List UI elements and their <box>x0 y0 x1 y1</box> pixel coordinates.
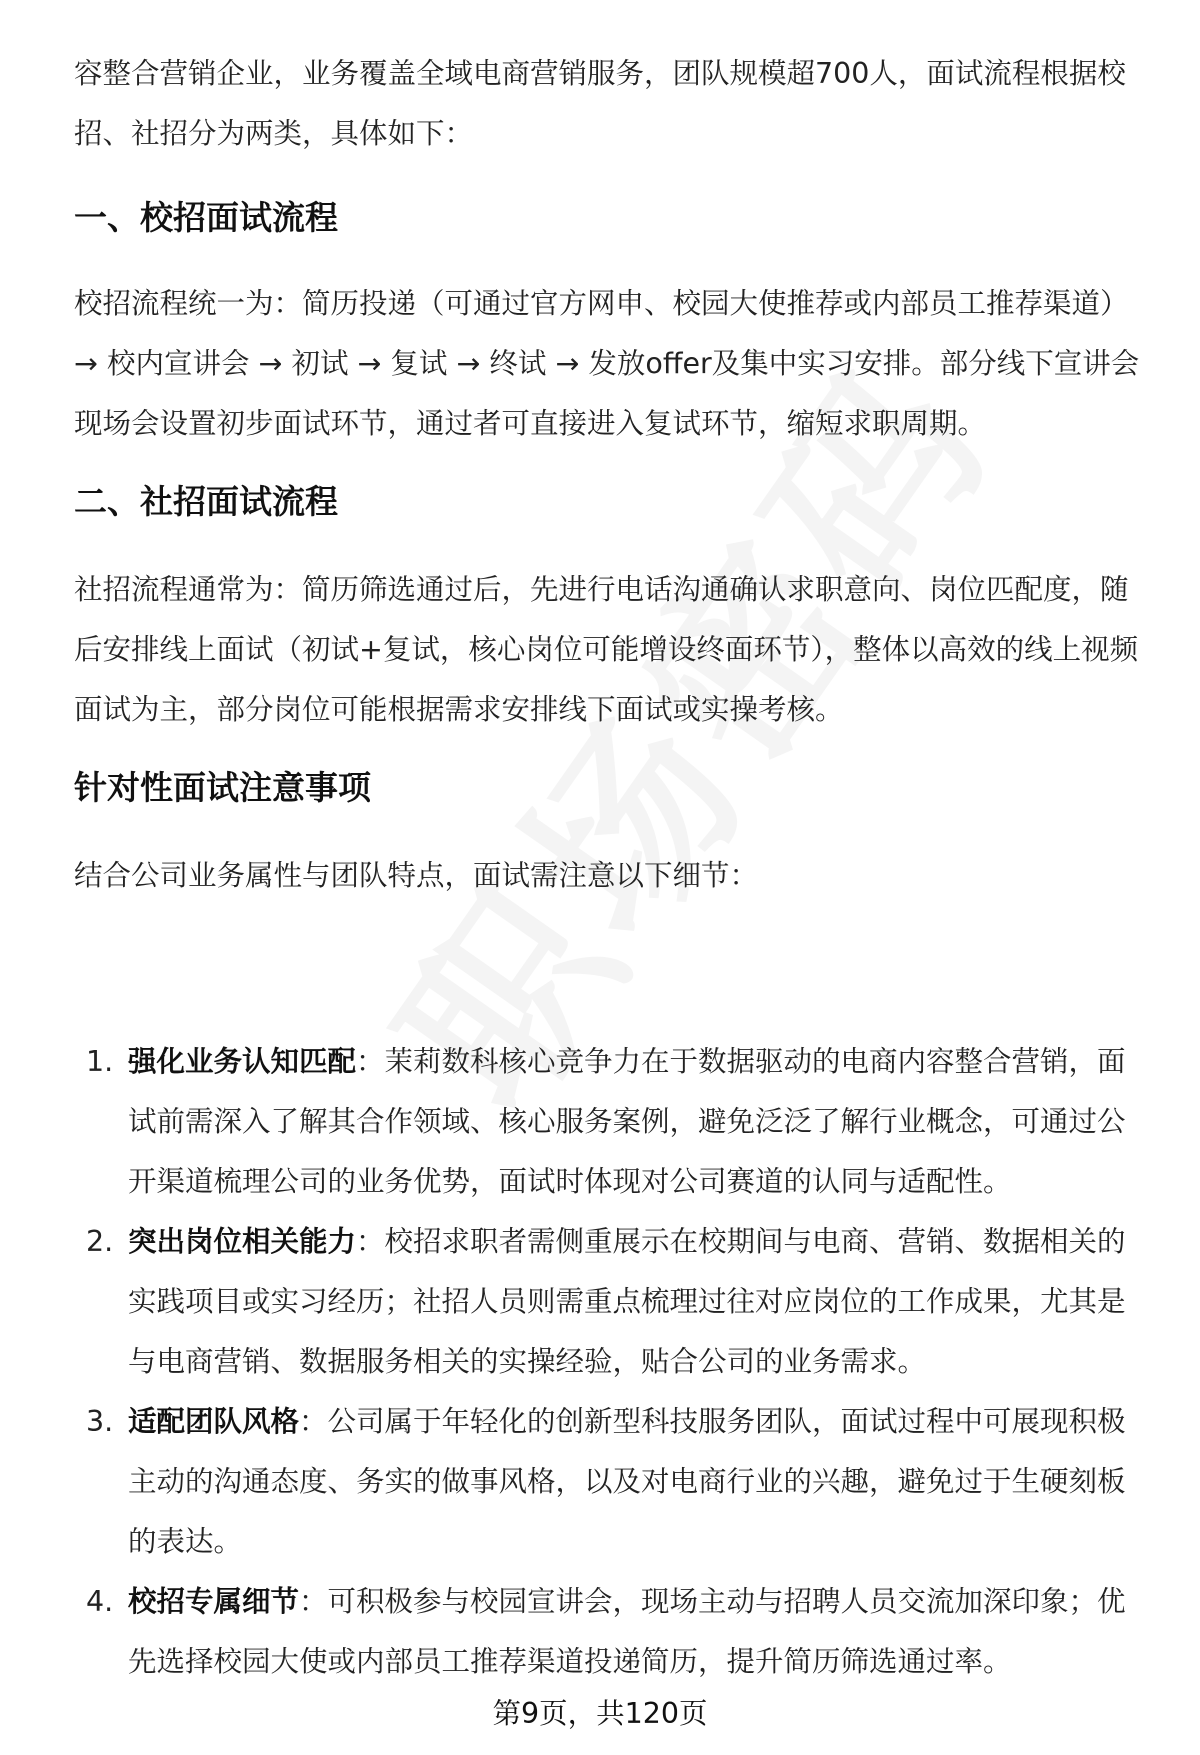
list-item <box>74 1572 1144 1692</box>
list-item <box>74 1212 1144 1392</box>
item-text: ：校招求职者需侧重展示在校期间与电商、营销、数据相关的实践项目或实习经历；社招人员则需重点梳理过往对应岗位的工作成果，尤其是与电商营销、数据服务相关的实操经验，贴合公司的业务需求。 <box>128 1225 1126 1378</box>
intro-paragraph: 容整合营销企业，业务覆盖全域电商营销服务，团队规模超700人，面试流程根据校招、社招分为两类，具体如下： <box>74 57 1126 150</box>
list-number: 4. <box>86 1585 114 1618</box>
section1-heading: 一、校招面试流程 <box>74 198 338 237</box>
section3-heading: 针对性面试注意事项 <box>74 768 371 807</box>
list-item <box>74 1392 1144 1572</box>
item-text: ：茉莉数科核心竞争力在于数据驱动的电商内容整合营销，面试前需深入了解其合作领域、核心服务案例，避免泛泛了解行业概念，可通过公开渠道梳理公司的业务优势，面试时体现对公司赛道的认同与适配性。 <box>128 1045 1126 1198</box>
item-term: 校招专属细节 <box>128 1585 300 1618</box>
item-text: ：公司属于年轻化的创新型科技服务团队，面试过程中可展现积极主动的沟通态度、务实的做事风格，以及对电商行业的兴趣，避免过于生硬刻板的表达。 <box>128 1405 1126 1558</box>
section3-intro: 结合公司业务属性与团队特点，面试需注意以下细节： <box>74 859 759 892</box>
list-item <box>74 1032 1144 1212</box>
list-number: 2. <box>86 1225 114 1258</box>
section1-body: 校招流程统一为：简历投递（可通过官方网申、校园大使推荐或内部员工推荐渠道）→ 校内宣讲会 → 初试 → 复试 → 终试 → 发放offer及集中实习安排。部分线下宣讲会现场会设置初步面试环节，通过者可直接进入复试环节，缩短求职周期。 <box>74 287 1140 440</box>
section2-body: 社招流程通常为：简历筛选通过后，先进行电话沟通确认求职意向、岗位匹配度，随后安排线上面试（初试+复试，核心岗位可能增设终面环节），整体以高效的线上视频面试为主，部分岗位可能根据需求安排线下面试或实操考核。 <box>74 573 1139 726</box>
item-text: ：可积极参与校园宣讲会，现场主动与招聘人员交流加深印象；优先选择校园大使或内部员工推荐渠道投递简历，提升简历筛选通过率。 <box>128 1585 1126 1678</box>
list-number: 1. <box>86 1045 114 1078</box>
section2-heading: 二、社招面试流程 <box>74 482 338 521</box>
item-term: 突出岗位相关能力 <box>128 1225 357 1258</box>
list-number: 3. <box>86 1405 114 1438</box>
page-number-footer: 第9页，共120页 <box>492 1697 708 1730</box>
item-term: 适配团队风格 <box>128 1405 300 1438</box>
notes-list <box>74 1032 1144 1692</box>
item-term: 强化业务认知匹配 <box>128 1045 357 1078</box>
